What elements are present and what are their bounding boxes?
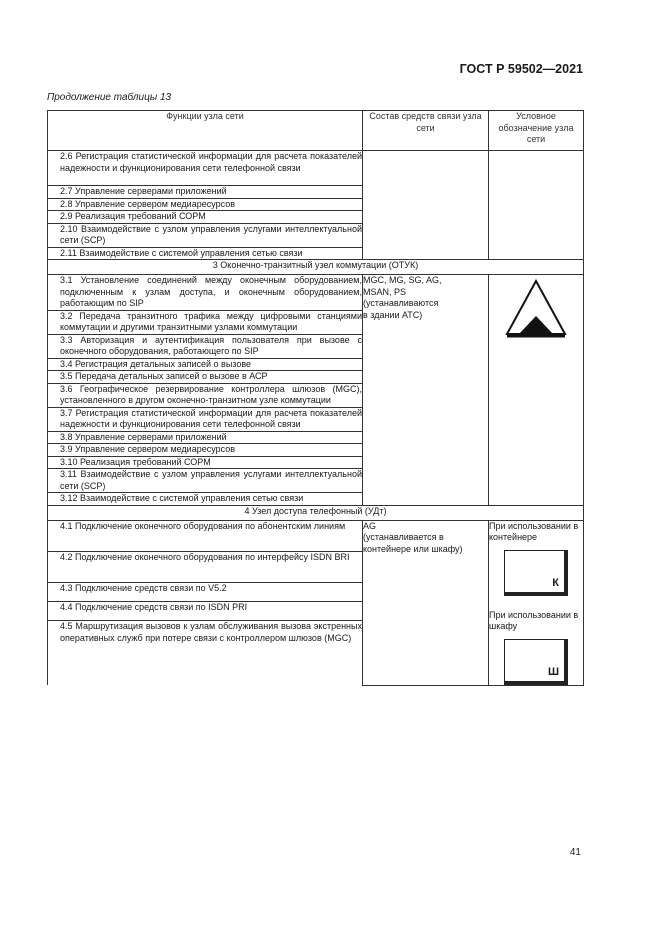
- composition-cell: [363, 151, 489, 260]
- cabinet-node-icon: [504, 639, 568, 685]
- table-row: [48, 275, 584, 311]
- composition-line: (устанавливается в контейнере или шкафу): [363, 532, 463, 554]
- composition-line: в здании АТС): [363, 309, 423, 320]
- page-number: 41: [569, 847, 581, 858]
- table-row: [48, 520, 584, 551]
- functions-table: [47, 110, 584, 686]
- function-cell: 4.5 Маршрутизация вызовов к узлам обслуживания вызова экстренных оперативных служб при потере связи с контроллером шлюзов (MGC): [48, 621, 363, 686]
- function-cell: 3.8 Управление серверами приложений: [48, 431, 363, 444]
- col-header-composition: Состав средств связи узла сети: [363, 111, 489, 151]
- symbol-cell: [489, 275, 584, 506]
- symbol-letter: К: [552, 577, 559, 589]
- function-cell: 2.9 Реализация требований СОРМ: [48, 211, 363, 224]
- symbol-cell: [489, 520, 584, 685]
- function-cell: 2.7 Управление серверами приложений: [48, 186, 363, 199]
- container-node-icon: [504, 550, 568, 596]
- function-cell: 4.3 Подключение средств связи по V5.2: [48, 583, 363, 602]
- col-header-functions: Функции узла сети: [48, 111, 363, 151]
- col-header-symbol: Условное обозначение узла сети: [489, 111, 584, 151]
- function-cell: 3.12 Взаимодействие с системой управления сетью связи: [48, 493, 363, 506]
- table-row: [48, 151, 584, 186]
- section-title: 3 Оконечно-транзитный узел коммутации (ОТУК): [48, 260, 584, 275]
- composition-line: (устанавливаются: [363, 298, 439, 308]
- function-cell: 4.4 Подключение средств связи по ISDN PRI: [48, 602, 363, 621]
- composition-line: MGC, MG, SG, AG,: [363, 275, 442, 285]
- function-cell: 3.9 Управление сервером медиаресурсов: [48, 444, 363, 457]
- function-cell: 3.3 Авторизация и аутентификация пользователя при вызове с оконечного оборудования, работающего по SIP: [48, 334, 363, 358]
- function-cell: 3.11 Взаимодействие с узлом управления услугами интеллектуальной сети (SCP): [48, 469, 363, 493]
- symbol-caption: При использовании в контейнере: [489, 520, 579, 542]
- document-id: ГОСТ Р 59502—2021: [459, 62, 583, 76]
- symbol-cell: [489, 151, 584, 260]
- section-title-row: [48, 505, 584, 520]
- function-cell: 4.1 Подключение оконечного оборудования по абонентским линиям: [48, 520, 363, 551]
- function-cell: 2.11 Взаимодействие с системой управления сетью связи: [48, 247, 363, 260]
- function-cell: 3.7 Регистрация статистической информации для расчета показателей надежности и функционирования сети телефонной связи: [48, 407, 363, 431]
- function-cell: 3.2 Передача транзитного трафика между цифровыми станциями коммутации и другими транзитными узлами коммутации: [48, 310, 363, 334]
- symbol-letter: Ш: [547, 666, 559, 678]
- function-cell: 3.10 Реализация требований СОРМ: [48, 456, 363, 469]
- function-cell: 3.1 Установление соединений между оконечным оборудованием, подключенным к узлам доступа, и оконечным оборудованием, работающим по SIP: [48, 275, 363, 311]
- table-caption: Продолжение таблицы 13: [47, 92, 172, 103]
- function-cell: 4.2 Подключение оконечного оборудования по интерфейсу ISDN BRI: [48, 551, 363, 582]
- triangle-icon: [505, 279, 567, 339]
- function-cell: 2.8 Управление сервером медиаресурсов: [48, 198, 363, 211]
- function-cell: 3.6 Географическое резервирование контроллера шлюзов (MGC), установленного в другом оконечно-транзитном узле коммутации: [48, 383, 363, 407]
- symbol-caption: При использовании в шкафу: [489, 609, 579, 631]
- composition-cell: [363, 275, 489, 506]
- section-title: 4 Узел доступа телефонный (УДт): [48, 505, 584, 520]
- composition-line: MSAN, PS: [363, 286, 407, 297]
- composition-cell: [363, 520, 489, 685]
- function-cell: 2.10 Взаимодействие с узлом управления услугами интеллектуальной сети (SCP): [48, 223, 363, 247]
- function-cell: 3.5 Передача детальных записей о вызове в АСР: [48, 371, 363, 384]
- table-header-row: [48, 111, 584, 151]
- function-cell: 2.6 Регистрация статистической информации для расчета показателей надежности и функционирования сети телефонной связи: [48, 151, 363, 186]
- function-cell: 3.4 Регистрация детальных записей о вызове: [48, 358, 363, 371]
- composition-line: AG: [363, 520, 377, 531]
- section-title-row: [48, 260, 584, 275]
